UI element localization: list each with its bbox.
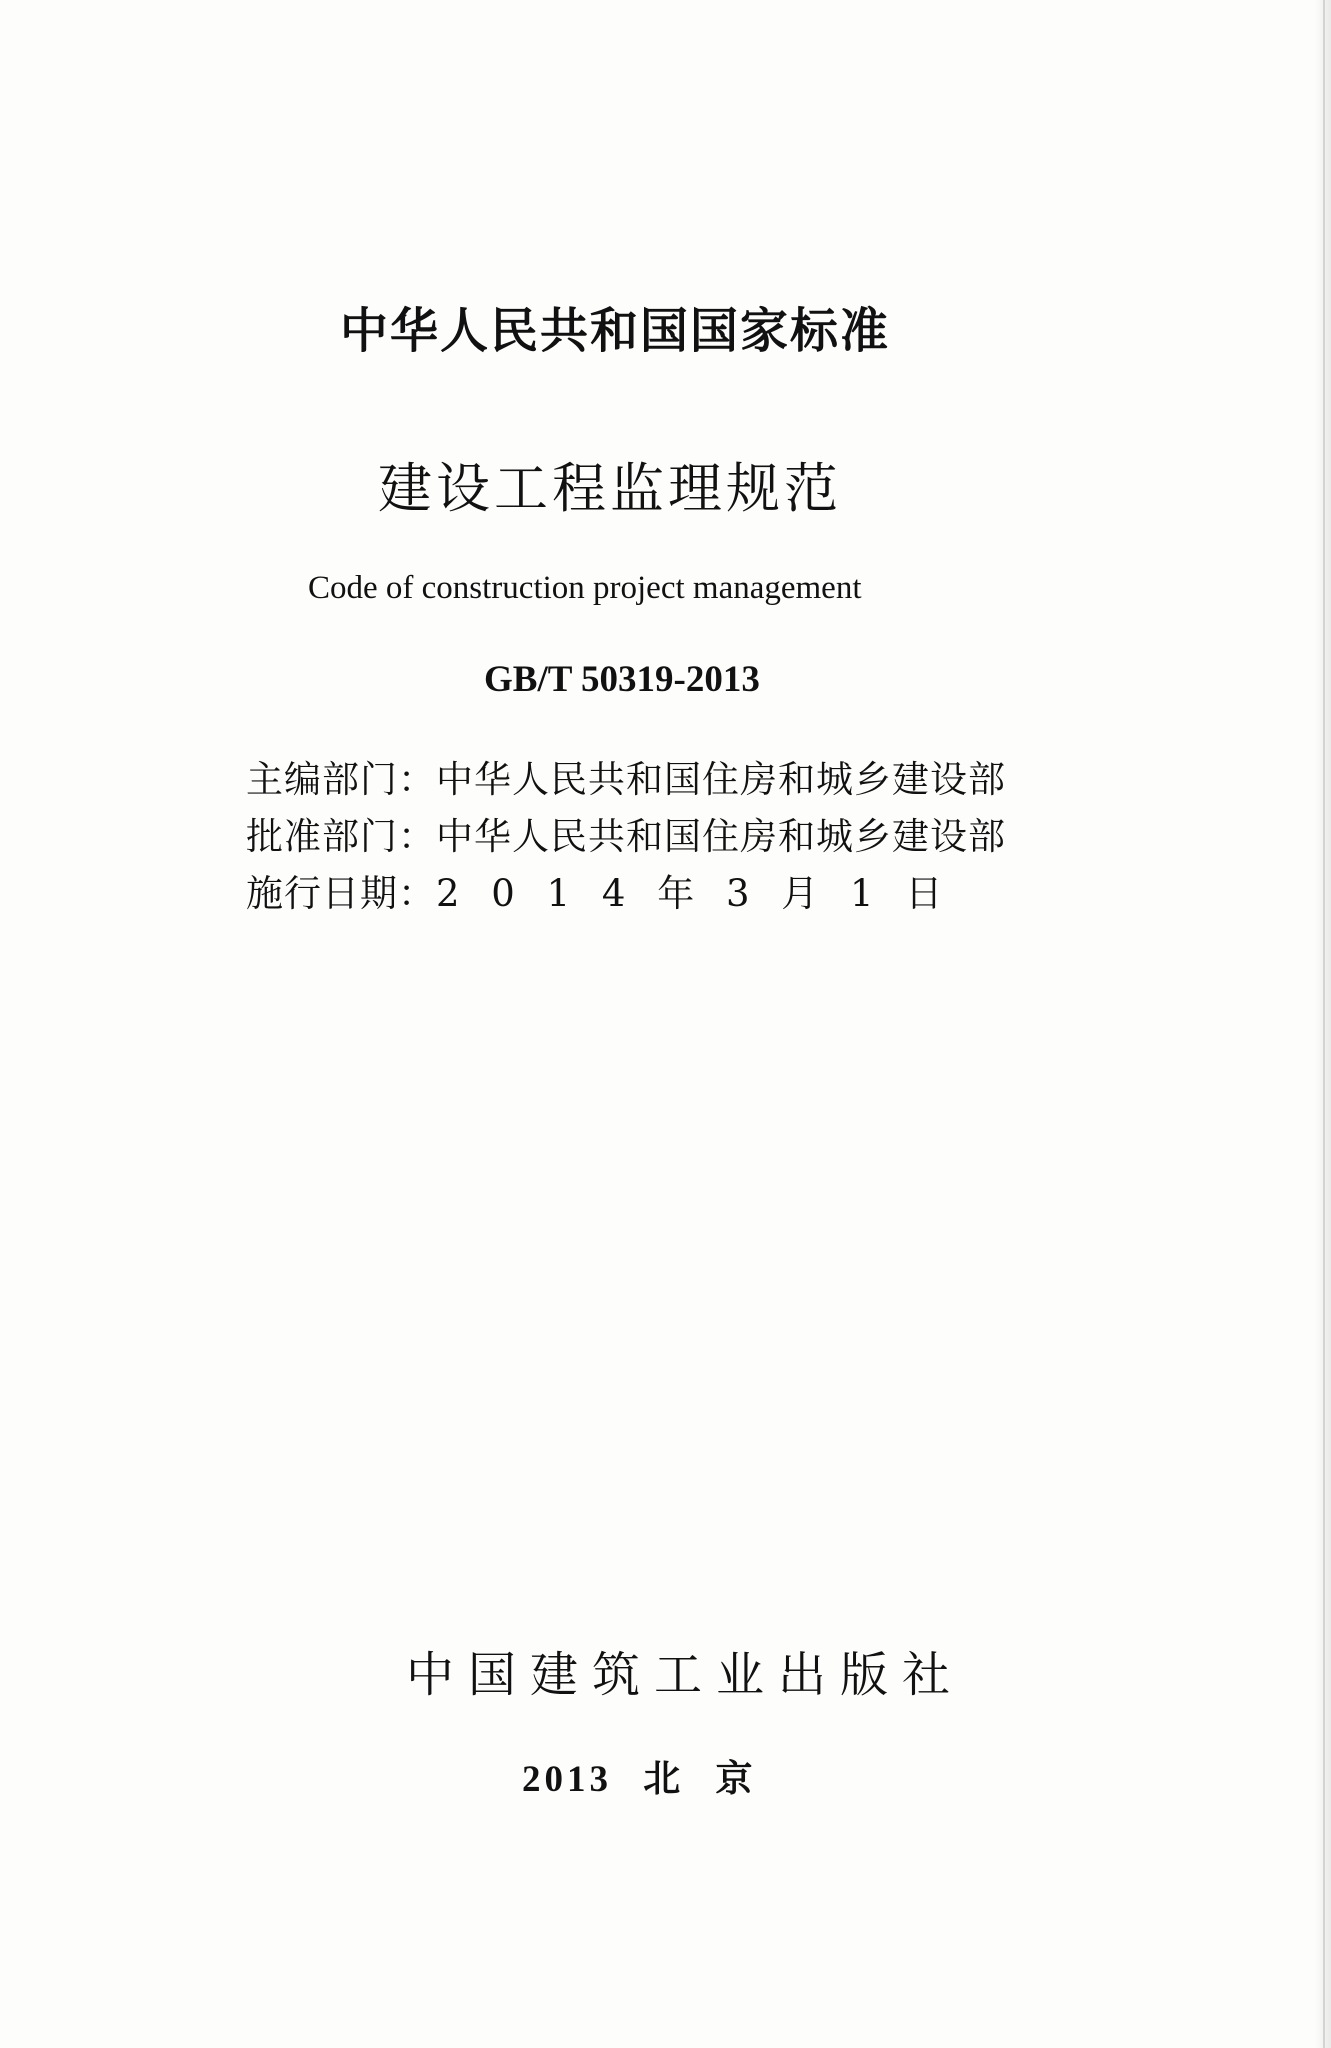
chief-editor-line (246, 755, 1046, 805)
publication-year-city: 2013 北 京 (522, 1759, 757, 1800)
page-edge-line (1323, 0, 1325, 2048)
publisher-name: 中国建筑工业出版社 (406, 1647, 965, 1703)
chinese-title: 建设工程监理规范 (378, 457, 842, 520)
standard-number: GB/T 50319-2013 (484, 659, 760, 700)
effective-date-line (246, 869, 1046, 919)
chief-editor-label: 主编部门： (246, 758, 436, 801)
effective-date-value: 2 0 1 4 年 3 月 1 日 (436, 872, 944, 915)
chief-editor-value: 中华人民共和国住房和城乡建设部 (436, 758, 1006, 801)
national-standard-heading: 中华人民共和国国家标准 (340, 303, 891, 359)
approver-value: 中华人民共和国住房和城乡建设部 (436, 815, 1006, 858)
approver-label: 批准部门： (246, 815, 436, 858)
approver-line (246, 812, 1046, 862)
english-title: Code of construction project management (308, 570, 862, 606)
effective-date-label: 施行日期： (246, 872, 436, 915)
